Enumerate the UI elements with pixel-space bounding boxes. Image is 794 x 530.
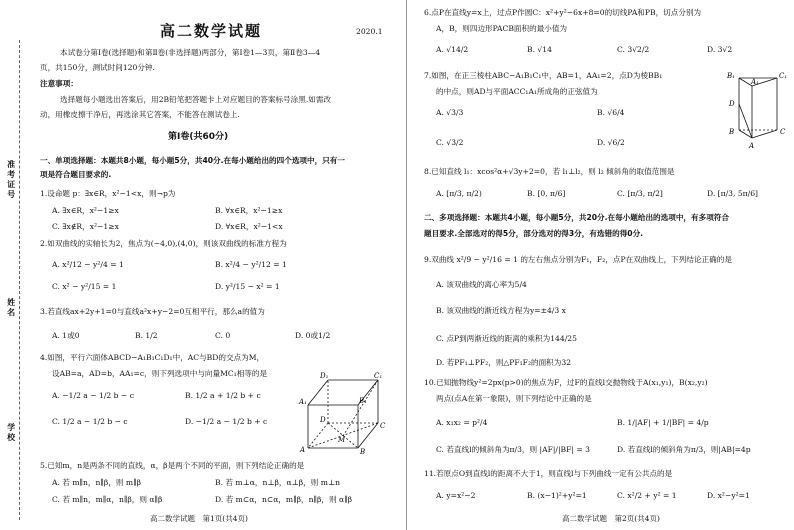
part-intro: 项是符合题目要求的. (40, 170, 112, 179)
question-10-option-c: C. 若直线l的倾斜角为π/3，则 |AF|/|BF| = 3 (436, 445, 590, 454)
exam-title: 高二数学试题 (160, 22, 263, 40)
question-11-option-c: C. x²/2 + y² = 1 (617, 491, 677, 500)
instruction-heading: 注意事项： (40, 79, 78, 88)
instruction-line: 动，用橡皮擦干净后，再选涂其它答案，不能答在测试卷上. (40, 110, 240, 119)
question-6-stem: 6.点P在直线y=x上，过点P作圆C：x²+y²−6x+8=0的切线PA和PB，切点分别为 (424, 8, 702, 17)
question-7-option-b: B. √6/4 (597, 108, 625, 117)
question-5-option-d: D. 若 m⊂α，n⊂α，m∥β，n∥β，则 α∥β (215, 495, 353, 504)
figure-label: D (729, 100, 735, 108)
question-8-stem: 8.已知直线 l₁：xcos²α+√3y+2=0，若 l₁⊥l₂，则 l₂ 倾斜角的取值范围是 (424, 167, 675, 176)
question-2-option-b: B. x²/4 − y²/12 = 1 (215, 260, 287, 269)
question-4-option-a: A. −1/2 a − 1/2 b − c (52, 391, 134, 400)
question-3-stem: 3.若直线ax+2y+1=0与直线a²x+y−2=0互相平行，那么a的值为 (40, 307, 265, 316)
instruction-line: 选择题每小题选出答案后，用2B铅笔把答题卡上对应题目的答案标号涂黑.如需改 (60, 95, 332, 104)
instruction-line: 页，共150分，测试时间120分钟. (40, 63, 155, 72)
question-5-stem: 5.已知m，n是两条不同的直线，α，β是两个不同的平面，则下列结论正确的是 (40, 461, 305, 470)
question-4-stem: 设AB=a，AD=b，AA₁=c，则下列选项中与向量MC₁相等的是 (52, 369, 268, 378)
figure-label: A₁ (299, 398, 307, 406)
question-7-option-a: A. √3/3 (436, 108, 464, 117)
question-9-option-b: B. 该双曲线的渐近线方程为y=±4/3 x (436, 306, 566, 315)
question-2-option-c: C. x² − y²/15 = 1 (52, 282, 117, 291)
figure-label: C (780, 128, 786, 136)
question-9-option-a: A. 该双曲线的离心率为5/4 (436, 280, 527, 289)
page-footer: 高二数学试题 第2页(共4页) (562, 514, 660, 523)
question-11-option-b: B. (x−1)²+y²=1 (527, 491, 587, 500)
question-8-option-a: A. [π/3, π/2) (436, 189, 482, 198)
side-label-name: 姓名 (6, 298, 16, 318)
question-2-option-a: A. x²/12 − y²/4 = 1 (52, 260, 124, 269)
question-10-option-b: B. 1/|AF| + 1/|BF| = 4/p (617, 418, 709, 427)
part-intro: 一、单项选择题：本题共8小题，每小题5分，共40分.在每小题给出的四个选项中，只有一 (40, 156, 345, 165)
question-7-stem: 的中点，则AD与平面ACC₁A₁所成角的正弦值为 (436, 87, 598, 96)
figure-label: B₁ (359, 397, 367, 405)
question-10-option-d: D. 若直线l的倾斜角为π/3，则|AB|=4p (617, 445, 751, 454)
question-5-option-b: B. 若 m⊥α，n⊥β，α⊥β，则 m⊥n (215, 478, 340, 487)
question-10-option-a: A. x₁x₂ = p²/4 (436, 418, 488, 427)
question-9-stem: 9.双曲线 x²/9 − y²/16 = 1 的左右焦点分别为F₁，F₂，点P在双曲线上，下列结论正确的是 (424, 255, 732, 264)
question-3-option-c: C. 0 (215, 331, 231, 340)
figure-label: A (300, 446, 306, 454)
figure-label: D₁ (320, 372, 329, 380)
question-3-option-a: A. 1或0 (52, 331, 80, 340)
question-11-option-a: A. y=x²−2 (436, 491, 476, 500)
question-5-option-a: A. 若 m∥n，n∥β，则 m∥β (52, 478, 141, 487)
question-6-option-a: A. √14/2 (436, 45, 469, 54)
question-5-option-c: C. 若 m∥n，m∥α，n∥β，则 α∥β (52, 495, 163, 504)
question-2-stem: 2.如双曲线的实轴长为2，焦点为(−4,0),(4,0)，则该双曲线的标准方程为 (40, 239, 287, 248)
page-footer: 高二数学试题 第1页(共4页) (150, 514, 248, 523)
question-4-option-b: B. 1/2 a + 1/2 b + c (185, 391, 261, 400)
question-1-option-a: A. ∃x∈R，x²−1≥x (52, 206, 119, 215)
question-10-stem: 两点(点A在第一象限)，则下列结论中正确的是 (436, 394, 592, 403)
question-7-option-c: C. √3/2 (436, 138, 464, 147)
question-4-option-c: C. 1/2 a − 1/2 b − c (52, 417, 128, 426)
figure-label: B (729, 128, 735, 136)
question-4-stem: 4.如图，平行六面体ABCD−A₁B₁C₁D₁中，AC与BD的交点为M， (40, 353, 265, 362)
question-8-option-b: B. [0, π/6] (527, 189, 566, 198)
figure-label: D (320, 416, 326, 424)
question-3-option-d: D. 0或1/2 (295, 331, 331, 340)
question-11-stem: 11.若原点O到直线l的距离不大于1，则直线l与下列曲线一定有公共点的是 (424, 469, 673, 478)
question-7-stem: 7.如图，在正三棱柱ABC−A₁B₁C₁中，AB=1，AA₁=2，点D为棱BB₁ (424, 71, 663, 80)
figure-label: C₁ (374, 372, 383, 380)
figure-label: A (749, 142, 755, 150)
question-9-option-d: D. 若PF₁⊥PF₂，则△PF₁F₂的面积为32 (436, 358, 572, 367)
side-label-school: 学校 (6, 423, 16, 443)
question-7-option-d: D. √6/2 (597, 138, 625, 147)
question-3-option-b: B. 1/2 (135, 331, 158, 340)
question-1-stem: 1.设命题 p：∃x∈R，x²−1<x，则¬p为 (40, 189, 176, 198)
question-2-option-d: D. y²/15 − x² = 1 (215, 282, 280, 291)
instruction-line: 本试卷分第Ⅰ卷(选择题)和第Ⅱ卷(非选择题)两部分，第Ⅰ卷1—3页，第Ⅱ卷3—4 (60, 48, 321, 57)
question-6-stem: A，B，则四边形PACB面积的最小值为 (436, 24, 568, 33)
side-label-exam-id: 准考证号 (6, 160, 16, 200)
question-11-option-d: D. x²−y²=1 (707, 491, 750, 500)
question-1-option-b: B. ∀x∈R，x²−1≥x (215, 206, 283, 215)
question-4-option-d: D. −1/2 a − 1/2 b + c (185, 417, 268, 426)
section-title: 第Ⅰ卷(共60分) (168, 132, 229, 142)
part-intro: 二、多项选择题：本题共4小题，每小题5分，共20分.在每小题给出的选项中，有多项符合 (424, 213, 729, 222)
question-6-option-c: C. 3√2/2 (617, 45, 650, 54)
figure-label: C₁ (779, 72, 788, 80)
question-9-option-c: C. 点P到两渐近线的距离的乘积为144/25 (436, 334, 577, 343)
page-2 (412, 0, 794, 530)
figure-label: B (360, 448, 366, 455)
binding-line (19, 40, 20, 520)
figure-label: B₁ (727, 72, 735, 80)
page-divider (406, 0, 407, 530)
question-8-option-d: D. [π/3, 5π/6] (707, 189, 758, 198)
figure-label: M (338, 436, 346, 444)
question-6-option-b: B. √14 (527, 45, 552, 54)
figure-label: A₁ (751, 78, 759, 86)
question-1-option-c: C. ∃x∉R，x²−1≥x (52, 222, 119, 231)
question-6-option-d: D. 3√2 (707, 45, 733, 54)
question-8-option-c: C. [π/3, π/2] (617, 189, 663, 198)
exam-date: 2020.1 (356, 27, 383, 36)
figure-label: C (380, 422, 386, 430)
prism-figure (717, 70, 791, 150)
question-10-stem: 10.已知抛物线y²=2px(p>0)的焦点为F，过F的直线l交抛物线于A(x₁,y₁)，B(x₂,y₂) (424, 378, 708, 387)
part-intro: 题目要求.全部选对的得5分，部分选对的得3分，有选错的得0分. (424, 229, 644, 238)
parallelepiped-figure (298, 370, 388, 455)
question-1-option-d: D. ∀x∈R，x²−1<x (215, 222, 283, 231)
